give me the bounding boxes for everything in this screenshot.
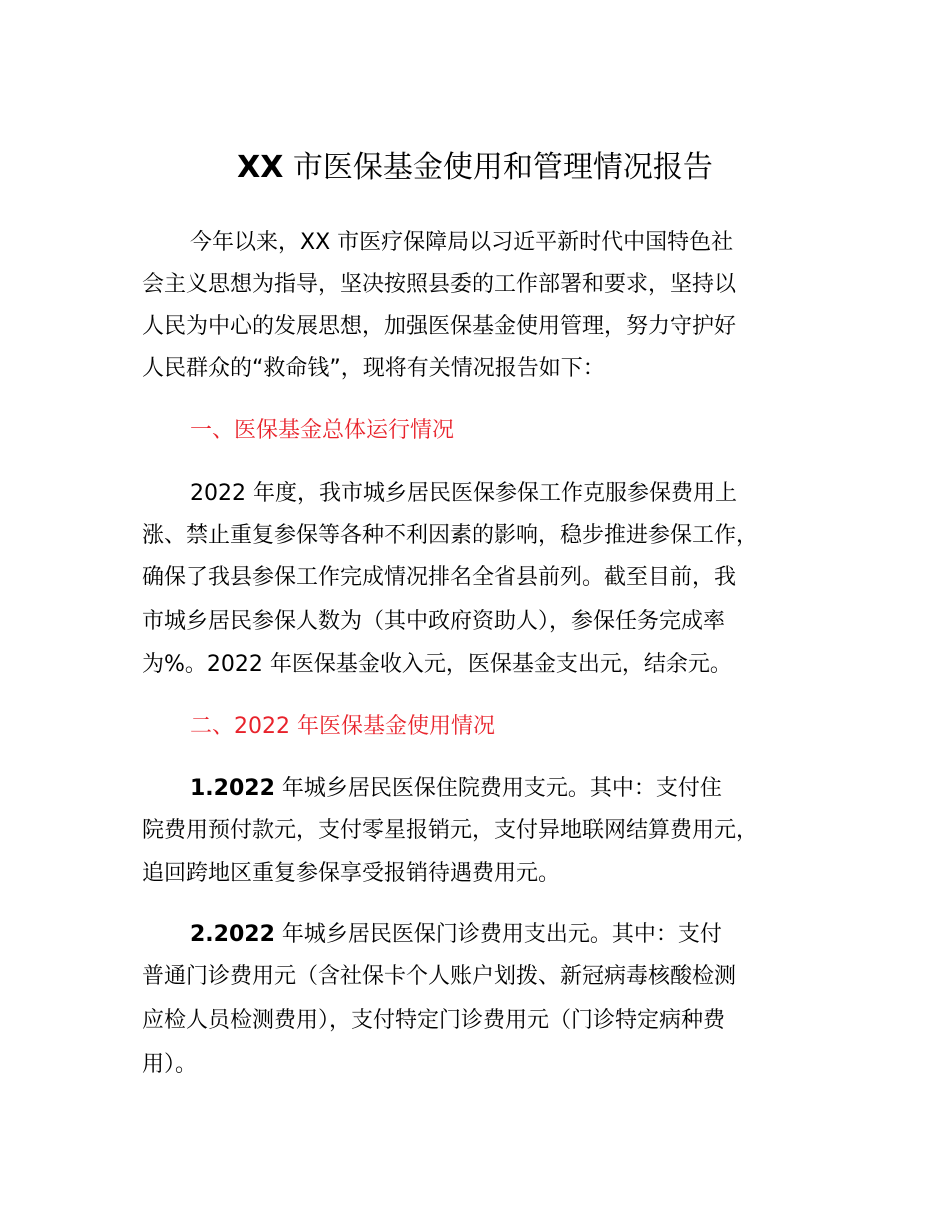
intro-line-3: 人民为中心的发展思想，加强医保基金使用管理，努力守护好 [142, 314, 737, 339]
intro-line-4: 人民群众的“救命钱”，现将有关情况报告如下： [142, 356, 605, 381]
intro-line-1: 今年以来，XX 市医疗保障局以习近平新时代中国特色社 [190, 230, 734, 255]
document-title [0, 146, 950, 190]
section-1-line-1: 2022 年度，我市城乡居民医保参保工作克服参保费用上 [190, 481, 737, 506]
item-2-line-3: 应检人员检测费用），支付特定门诊费用元（门诊特定病种费 [142, 1008, 726, 1033]
item-2-first-line [190, 919, 722, 951]
section-1-line-3: 确保了我县参保工作完成情况排名全省县前列。截至目前，我 [142, 565, 737, 590]
item-1-first-line-text: 年城乡居民医保住院费用支元。其中：支付住 [274, 776, 722, 801]
item-1-number: 1.2022 [190, 776, 275, 801]
section-2-heading: 二、2022 年医保基金使用情况 [190, 714, 495, 739]
item-2-line-2: 普通门诊费用元（含社保卡个人账户划拨、新冠病毒核酸检测 [142, 964, 737, 989]
section-1-line-5: 为%。2022 年医保基金收入元，医保基金支出元，结余元。 [142, 652, 732, 677]
item-1-line-2: 院费用预付款元，支付零星报销元，支付异地联网结算费用元， [142, 818, 759, 843]
section-1-line-4: 市城乡居民参保人数为（其中政府资助人），参保任务完成率 [142, 609, 726, 634]
item-2-number: 2.2022 [190, 922, 275, 947]
item-1-first-line [190, 773, 722, 805]
section-1-heading: 一、医保基金总体运行情况 [190, 418, 455, 443]
section-1-line-2: 涨、禁止重复参保等各种不利因素的影响，稳步推进参保工作， [142, 523, 759, 548]
item-2-line-4: 用）。 [142, 1052, 198, 1077]
item-2-first-line-text: 年城乡居民医保门诊费用支出元。其中：支付 [274, 922, 722, 947]
item-1-line-3: 追回跨地区重复参保享受报销待遇费用元。 [142, 861, 561, 886]
intro-line-2: 会主义思想为指导，坚决按照县委的工作部署和要求，坚持以 [142, 272, 737, 297]
title-prefix: XX [237, 150, 284, 185]
title-main: 市医保基金使用和管理情况报告 [283, 150, 713, 185]
